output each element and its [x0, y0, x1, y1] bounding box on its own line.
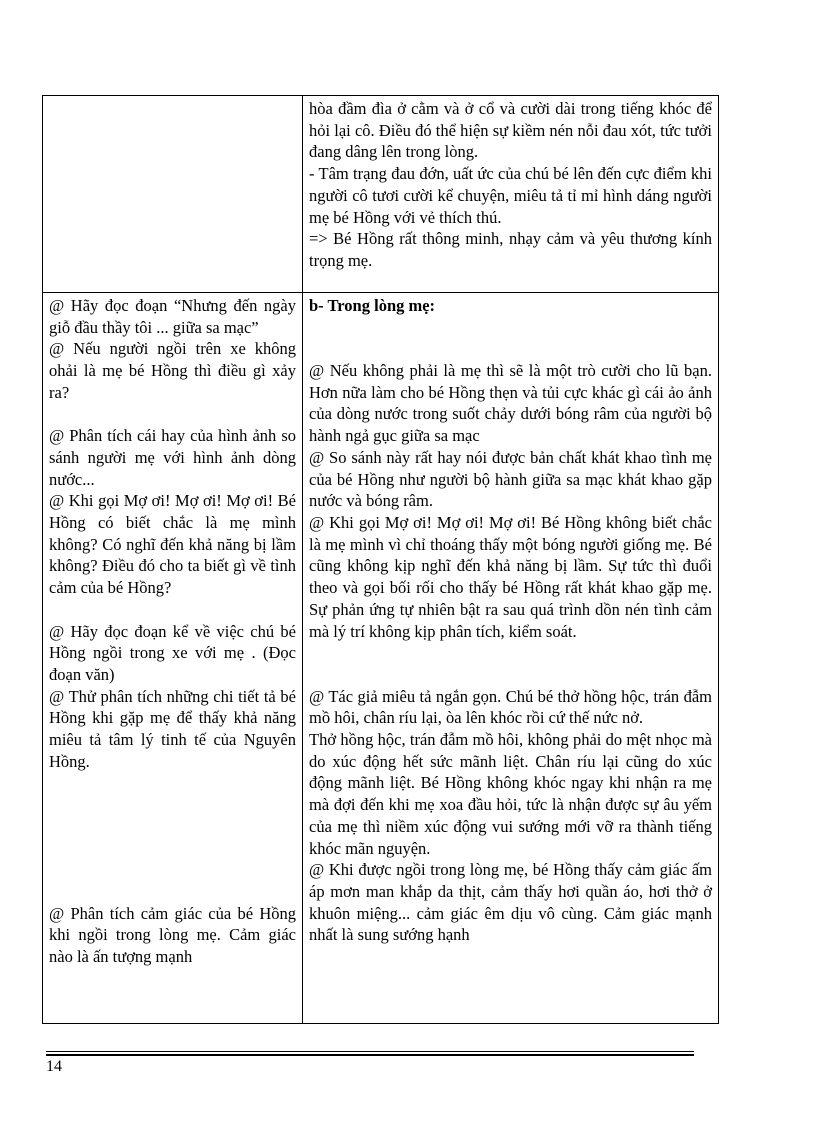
- page-number: 14: [46, 1058, 62, 1075]
- answer-paragraph: @ Tác giả miêu tả ngắn gọn. Chú bé thở hồng hộc, trán đẫm mồ hôi, chân ríu lại, òa lên khóc rồi cứ thế nức nở.: [309, 686, 712, 728]
- table-row: [43, 293, 719, 1024]
- answer-paragraph: Thở hồng hộc, trán đẫm mồ hôi, không phải do mệt nhọc mà do xúc động hết sức mãnh liệt. Chân ríu lại cũng do xúc động mãnh liệt. Bé Hồng không khóc ngay khi nhận ra mẹ mà đợi đến khi mẹ xoa đầu hỏi, tức là nhận được sự âu yếm của mẹ thì niềm xúc động vui sướng mới vỡ ra thành tiếng khóc mãn nguyện.: [309, 730, 712, 858]
- answer-paragraph: @ Khi gọi Mợ ơi! Mợ ơi! Mợ ơi! Bé Hồng không biết chắc là mẹ mình vì chỉ thoáng thấy một bóng người giống mẹ. Bé cũng không kịp nghĩ đến khả năng bị lầm. Sự tức thì đuổi theo và gọi bối rối cho thấy bé Hồng rất khát khao gặp mẹ. Sự phản ứng tự nhiên bật ra sau quá trình dồn nén tình cảm mà lý trí không kịp phân tích, kiểm soát.: [309, 513, 712, 641]
- questions-cell: [43, 293, 303, 1024]
- answer-paragraph: @ So sánh này rất hay nói được bản chất khát khao tình mẹ của bé Hồng như người bộ hành giữa sa mạc khát khao gặp nước và bóng râm.: [309, 447, 712, 511]
- answer-paragraph: - Tâm trạng đau đớn, uất ức của chú bé lên đến cực điểm khi người cô tươi cười kể chuyện, miêu tả tỉ mỉ hình dáng người mẹ bé Hồng với vẻ thích thú.: [309, 164, 712, 227]
- table-row: [43, 96, 719, 293]
- answer-paragraph: hòa đầm đìa ở cằm và ở cổ và cười dài trong tiếng khóc để hỏi lại cô. Điều đó thể hiện sự kiềm nén nỗi đau xót, tức tưởi đang dâng lên trong lòng.: [309, 99, 712, 162]
- row1-left-cell: [43, 96, 303, 293]
- conclusion-paragraph: => Bé Hồng rất thông minh, nhạy cảm và yêu thương kính trọng mẹ.: [309, 229, 712, 270]
- question-paragraph: @ Phân tích cảm giác của bé Hồng khi ngồi trong lòng mẹ. Cảm giác nào là ấn tượng mạnh: [49, 903, 296, 966]
- answers-cell: [303, 293, 719, 1024]
- question-paragraph: @ Phân tích cái hay của hình ảnh so sánh người mẹ với hình ảnh dòng nước...: [49, 426, 296, 489]
- question-paragraph: @ Khi gọi Mợ ơi! Mợ ơi! Mợ ơi! Bé Hồng có biết chắc là mẹ mình không? Có nghĩ đến khả năng bị lầm không? Điều đó cho ta biết gì về tình cảm của bé Hồng?: [49, 491, 296, 598]
- answer-paragraph: @ Nếu không phải là mẹ thì sẽ là một trò cười cho lũ bạn. Hơn nữa làm cho bé Hồng thẹn và tủi cực khác gì cái ảo ảnh của dòng nước trong suốt chảy dưới bóng râm của người bộ hành ngả gục giữa sa mạc: [309, 361, 712, 446]
- row1-right-cell: [303, 96, 719, 293]
- footer-rule: [46, 1054, 694, 1056]
- section-heading: b- Trong lòng mẹ:: [309, 296, 436, 315]
- lesson-table: [42, 95, 719, 1024]
- question-paragraph: @ Hãy đọc đoạn kể về việc chú bé Hồng ngồi trong xe với mẹ . (Đọc đoạn văn): [49, 621, 296, 684]
- footer-rule: [46, 1051, 694, 1052]
- answer-paragraph: @ Khi được ngồi trong lòng mẹ, bé Hồng thấy cảm giác ấm áp mơn man khắp da thịt, cảm thấy hơi quần áo, hơi thở ở khuôn miệng... cảm giác êm dịu vô cùng. Cảm giác mạnh nhất là sung sướng hạnh: [309, 860, 712, 945]
- question-paragraph: @ Nếu người ngồi trên xe không ohải là mẹ bé Hồng thì điều gì xảy ra?: [49, 339, 296, 402]
- question-paragraph: @ Hãy đọc đoạn “Nhưng đến ngày giỗ đầu thầy tôi ... giữa sa mạc”: [49, 296, 296, 337]
- question-paragraph: @ Thử phân tích những chi tiết tả bé Hồng khi gặp mẹ để thấy khả năng miêu tả tâm lý tinh tế của Nguyên Hồng.: [49, 686, 296, 771]
